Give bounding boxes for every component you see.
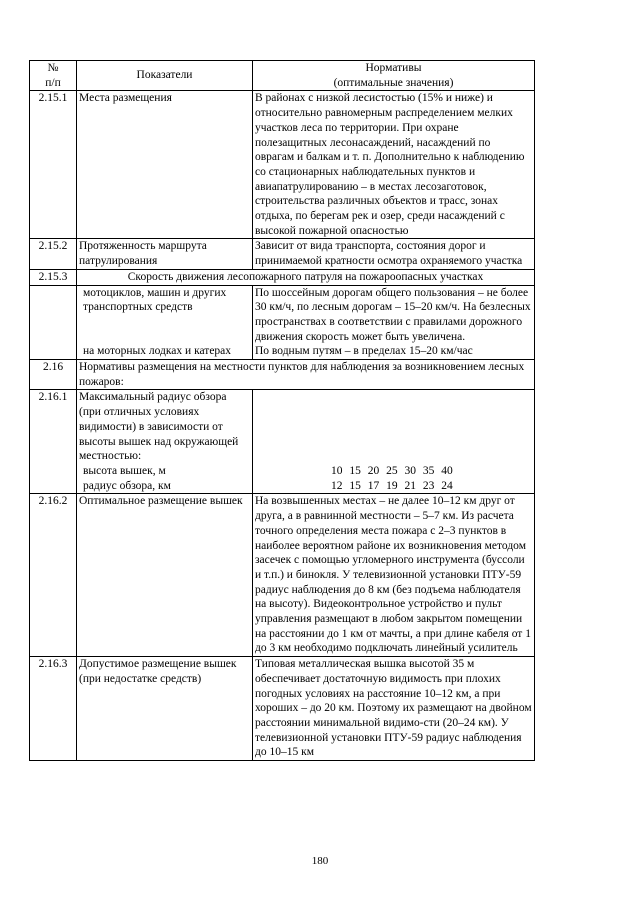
header-norms-line1: Нормативы bbox=[365, 62, 422, 74]
table-header-row bbox=[30, 61, 535, 91]
row-number: 2.16.1 bbox=[30, 390, 77, 494]
table-row bbox=[30, 285, 535, 360]
table-row bbox=[30, 360, 535, 390]
table-row bbox=[30, 657, 535, 761]
row-indicator: Допустимое размещение вышек (при недостатке средств) bbox=[77, 657, 253, 761]
table-row bbox=[30, 494, 535, 657]
table-row bbox=[30, 91, 535, 239]
header-number bbox=[30, 61, 77, 91]
table-row bbox=[30, 390, 535, 494]
row-merged-heading: Нормативы размещения на местности пунктов для наблюдения за возникновением лесных пожаров: bbox=[77, 360, 535, 390]
row-norm: Зависит от вида транспорта, состояния дорог и принимаемой кратности осмотра охраняемого участка bbox=[253, 239, 535, 269]
row-norm bbox=[253, 390, 535, 494]
row-indicator: Оптимальное размещение вышек bbox=[77, 494, 253, 657]
indicator-radius: Максимальный радиус обзора (при отличных условиях видимости) в зависимости от высоты вышек над окружающей местностью: bbox=[79, 391, 239, 463]
spacer bbox=[79, 315, 250, 344]
header-number-line1: № bbox=[47, 62, 59, 74]
header-norms bbox=[253, 61, 535, 91]
row-number: 2.16.2 bbox=[30, 494, 77, 657]
row-number-empty bbox=[30, 285, 77, 360]
indicator-tower-height: высота вышек, м bbox=[83, 464, 166, 477]
row-number: 2.15.2 bbox=[30, 239, 77, 269]
table-row bbox=[30, 239, 535, 269]
row-number: 2.15.3 bbox=[30, 269, 77, 285]
norm-vehicles: По шоссейным дорогам общего пользования – не более 30 км/ч, по лесным дорогам – 15–20 км/ч. На безлесных пространствах в соответствии с правилами дорожного движения скорость может быть увеличена. bbox=[255, 286, 531, 343]
header-indicators: Показатели bbox=[77, 61, 253, 91]
row-norm: В районах с низкой лесистостью (15% и ниже) и относительно равномерным распределением мелких участков леса по территории. При охране полезащитных лесонасаждений, насаждений по оврагам и балкам и т. п. Дополнительно к наблюдению со стационарных наблюдательных пунктов и авиапатрулированию – в местах лесозаготовок, строительства различных объектов и трасс, зонах отдыха, по берегам рек и озер, среди насаждений с высокой пожарной опасностью bbox=[253, 91, 535, 239]
row-norm bbox=[253, 285, 535, 360]
row-number: 2.15.1 bbox=[30, 91, 77, 239]
row-norm: Типовая металлическая вышка высотой 35 м обеспечивает достаточную видимость при плохих погодных условиях на расстояние 10–12 км, а при хороших – до 20 км. Поэтому их размещают на двойном расстоянии минимальной видимо-сти (20–24 км). У телевизионной установки ПТУ-59 радиус наблюдения до 10–15 км bbox=[253, 657, 535, 761]
indicator-vehicles: мотоциклов, машин и других транспортных средств bbox=[83, 286, 227, 314]
row-merged-heading: Скорость движения лесопожарного патруля на пожароопасных участках bbox=[77, 269, 535, 285]
header-number-line2: п/п bbox=[45, 76, 61, 89]
header-norms-line2: (оптимальные значения) bbox=[333, 76, 454, 89]
indicator-view-radius: радиус обзора, км bbox=[83, 479, 171, 492]
norm-boats: По водным путям – в пределах 15–20 км/час bbox=[255, 345, 473, 358]
table-row bbox=[30, 269, 535, 285]
view-radius-values: 12 15 17 19 21 23 24 bbox=[331, 479, 453, 492]
page-number: 180 bbox=[311, 855, 329, 867]
row-indicator bbox=[77, 285, 253, 360]
row-norm: На возвышенных местах – не далее 10–12 км друг от друга, а в равнинной местности – 5–7 км. Из расчета точного определения места пожара с 2–3 пунктов в наиболее вероятном районе их возникновения методом засечек с помощью угломерного инструмента (буссоли и т.п.) и бинокля. У телевизионной установки ПТУ-59 радиус наблюдения до 8 км (без подъема наблюдателя на высоту). Видеоконтрольное устройство и пульт управления размещают в любом закрытом помещении на расстоянии до 1 км от мачты, а при длине кабеля от 1 до 3 км необходимо подключать линейный усилитель bbox=[253, 494, 535, 657]
norms-table bbox=[29, 60, 535, 761]
row-number: 2.16.3 bbox=[30, 657, 77, 761]
row-number: 2.16 bbox=[30, 360, 77, 390]
indicator-boats: на моторных лодках и катерах bbox=[83, 344, 232, 357]
tower-height-values: 10 15 20 25 30 35 40 bbox=[331, 464, 453, 477]
row-indicator bbox=[77, 390, 253, 494]
row-indicator: Места размещения bbox=[77, 91, 253, 239]
row-indicator: Протяженность маршрута патрулирования bbox=[77, 239, 253, 269]
